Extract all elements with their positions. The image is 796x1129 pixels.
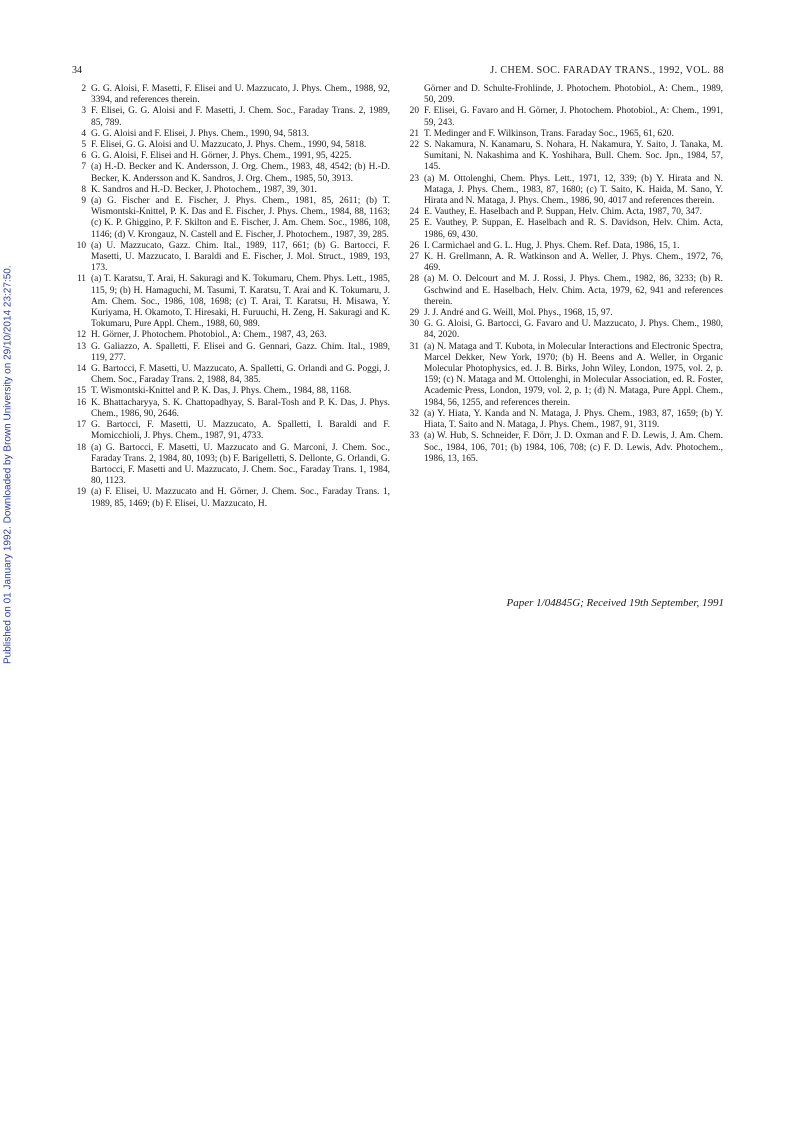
reference-number: 22 xyxy=(409,140,419,151)
reference-number xyxy=(405,84,419,106)
reference-number: 13 xyxy=(76,341,86,352)
reference-text: G. G. Aloisi, G. Bartocci, G. Favaro and U. Mazzucato, J. Phys. Chem., 1980, 84, 2020. xyxy=(424,319,723,341)
reference-text: (a) W. Hub, S. Schneider, F. Dörr, J. D. Oxman and F. D. Lewis, J. Am. Chem. Soc., 1984, 106, 701; (b) 1984, 106, 708; (c) F. D. Lewis, Adv. Photochem., 1986, 13, 165. xyxy=(424,431,723,464)
reference-entry xyxy=(405,252,723,274)
reference-text: H. Görner, J. Photochem. Photobiol., A: Chem., 1987, 43, 263. xyxy=(91,330,327,341)
reference-entry xyxy=(72,140,390,151)
reference-entry xyxy=(405,308,723,319)
reference-entry xyxy=(72,84,390,106)
reference-text: (a) H.-D. Becker and K. Andersson, J. Org. Chem., 1983, 48, 4542; (b) H.-D. Becker, K. Andersson and K. Sandros, J. Org. Chem., 1985, 50, 3913. xyxy=(91,162,390,184)
reference-entry xyxy=(405,431,723,465)
reference-number: 9 xyxy=(81,196,86,207)
reference-text: T. Wismontski-Knittel and P. K. Das, J. Phys. Chem., 1984, 88, 1168. xyxy=(91,386,352,397)
reference-text: G. Bartocci, F. Masetti, U. Mazzucato, A. Spalletti, G. Orlandi and G. Poggi, J. Chem. Soc., Faraday Trans. 2, 1988, 84, 385. xyxy=(91,364,390,386)
reference-text: (a) G. Fischer and E. Fischer, J. Phys. Chem., 1981, 85, 2611; (b) T. Wismontski-Knittel, P. K. Das and E. Fischer, J. Phys. Chem., 1984, 88, 1163; (c) K. P. Ghiggino, P. F. Skilton and E. Fischer, J. Am. Chem. Soc., 1986, 108, 1146; (d) V. Krongauz, N. Castell and E. Fischer, J. Photochem., 1987, 39, 285. xyxy=(91,196,390,240)
page-number: 34 xyxy=(72,65,82,76)
reference-number: 20 xyxy=(409,106,419,117)
reference-number: 32 xyxy=(409,408,419,419)
reference-text: F. Elisei, G. G. Aloisi and U. Mazzucato, J. Phys. Chem., 1990, 94, 5818. xyxy=(91,140,367,151)
reference-entry xyxy=(72,487,390,509)
reference-entry xyxy=(72,185,390,196)
reference-number: 8 xyxy=(81,184,86,195)
reference-entry xyxy=(72,196,390,241)
reference-number: 11 xyxy=(76,274,86,285)
reference-number: 4 xyxy=(81,128,86,139)
reference-entry xyxy=(72,386,390,397)
reference-number: 17 xyxy=(76,420,86,431)
reference-text: S. Nakamura, N. Kanamaru, S. Nohara, H. Nakamura, Y. Saito, J. Tanaka, M. Sumitani, N. Nakashima and K. Yoshihara, Bull. Chem. Soc. Jpn., 1984, 57, 145. xyxy=(424,140,723,173)
reference-text: G. G. Aloisi and F. Elisei, J. Phys. Chem., 1990, 94, 5813. xyxy=(91,128,310,139)
reference-number: 33 xyxy=(409,431,419,442)
reference-number: 25 xyxy=(409,218,419,229)
reference-entry xyxy=(405,218,723,240)
reference-entry xyxy=(72,342,390,364)
reference-text: (a) N. Mataga and T. Kubota, in Molecular Interactions and Electronic Spectra, Marcel Dekker, New York, 1970; (b) H. Beens and A. Weller, in Organic Molecular Photophysics, ed. J. B. Birks, John Wiley, London, 1975, vol. 2, p. 159; (c) N. Mataga and M. Ottolenghi, in Molecular Association, ed. R. Foster, Academic Press, London, 1979, vol. 2, p. 1; (d) N. Mataga, Pure Appl. Chem., 1984, 56, 1255, and references therein. xyxy=(424,341,723,408)
references-left-column xyxy=(72,84,390,510)
reference-entry xyxy=(405,319,723,341)
reference-entry xyxy=(72,420,390,442)
reference-number: 14 xyxy=(76,364,86,375)
reference-text: K. Bhattacharyya, S. K. Chattopadhyay, S. Baral-Tosh and P. K. Das, J. Phys. Chem., 1986, 90, 2646. xyxy=(91,397,390,419)
reference-number: 29 xyxy=(409,308,419,319)
reference-entry xyxy=(72,241,390,275)
reference-number: 10 xyxy=(76,240,86,251)
reference-text: J. J. André and G. Weill, Mol. Phys., 1968, 15, 97. xyxy=(424,308,613,319)
reference-entry xyxy=(405,241,723,252)
reference-text: (a) M. Ottolenghi, Chem. Phys. Lett., 1971, 12, 339; (b) Y. Hirata and N. Mataga, J. Phys. Chem., 1983, 87, 1680; (c) T. Saito, K. Haida, M. Sano, Y. Hirata and N. Mataga, J. Phys. Chem., 1986, 90, 4017 and references therein. xyxy=(424,173,723,207)
reference-entry xyxy=(72,443,390,488)
journal-running-header: J. CHEM. SOC. FARADAY TRANS., 1992, VOL. 88 xyxy=(490,65,724,76)
reference-number: 31 xyxy=(409,341,419,352)
reference-text: E. Vauthey, P. Suppan, E. Haselbach and R. S. Davidson, Helv. Chim. Acta, 1986, 69, 430. xyxy=(424,218,723,240)
reference-text: G. G. Aloisi, F. Elisei and H. Görner, J. Phys. Chem., 1991, 95, 4225. xyxy=(91,151,352,162)
reference-text: (a) M. O. Delcourt and M. J. Rossi, J. Phys. Chem., 1982, 86, 3233; (b) R. Gschwind and E. Haselbach, Helv. Chim. Acta, 1979, 62, 941 and references therein. xyxy=(424,274,723,307)
reference-entry xyxy=(405,342,723,409)
reference-number: 3 xyxy=(81,106,86,117)
reference-entry xyxy=(405,274,723,308)
reference-number: 21 xyxy=(409,128,419,139)
reference-number: 18 xyxy=(76,442,86,453)
reference-entry xyxy=(72,398,390,420)
reference-number: 5 xyxy=(81,140,86,151)
reference-text: G. Bartocci, F. Masetti, U. Mazzucato, A. Spalletti, I. Baraldi and F. Momicchioli, J. Phys. Chem., 1987, 91, 4733. xyxy=(91,420,390,442)
reference-number: 27 xyxy=(409,252,419,263)
reference-number: 23 xyxy=(409,173,419,184)
reference-entry xyxy=(405,207,723,218)
reference-number: 6 xyxy=(81,151,86,162)
reference-text: (a) G. Bartocci, F. Masetti, U. Mazzucato and G. Marconi, J. Chem. Soc., Faraday Trans. 2, 1984, 80, 1093; (b) F. Barigelletti, S. Dellonte, G. Orlandi, G. Bartocci, F. Masetti and U. Mazzucato, J. Chem. Soc., Faraday Trans. 1, 1984, 80, 1123. xyxy=(91,442,390,487)
reference-entry xyxy=(72,162,390,184)
reference-text: (a) F. Elisei, U. Mazzucato and H. Görner, J. Chem. Soc., Faraday Trans. 1, 1989, 85, 1469; (b) F. Elisei, U. Mazzucato, H. xyxy=(91,487,390,509)
reference-number: 19 xyxy=(76,487,86,498)
reference-text: I. Carmichael and G. L. Hug, J. Phys. Chem. Ref. Data, 1986, 15, 1. xyxy=(424,240,680,251)
reference-entry xyxy=(72,330,390,341)
reference-text: G. Galiazzo, A. Spalletti, F. Elisei and G. Gennari, Gazz. Chim. Ital., 1989, 119, 277. xyxy=(91,341,390,363)
reference-entry xyxy=(405,174,723,208)
reference-entry xyxy=(405,129,723,140)
reference-entry xyxy=(405,84,723,106)
reference-text: G. G. Aloisi, F. Masetti, F. Elisei and U. Mazzucato, J. Phys. Chem., 1988, 92, 3394, and references therein. xyxy=(91,84,390,106)
reference-number: 12 xyxy=(76,330,86,341)
reference-text: T. Medinger and F. Wilkinson, Trans. Faraday Soc., 1965, 61, 620. xyxy=(424,128,674,139)
reference-entry xyxy=(72,106,390,128)
reference-number: 30 xyxy=(409,319,419,330)
reference-number: 15 xyxy=(76,386,86,397)
reference-number: 7 xyxy=(81,162,86,173)
reference-entry xyxy=(72,129,390,140)
download-watermark: Published on 01 January 1992. Downloaded by Brown University on 29/10/2014 23:27:50. xyxy=(2,265,14,665)
reference-entry xyxy=(405,140,723,174)
reference-text: K. Sandros and H.-D. Becker, J. Photochem., 1987, 39, 301. xyxy=(91,184,317,195)
reference-number: 24 xyxy=(409,207,419,218)
reference-number: 16 xyxy=(76,397,86,408)
reference-entry xyxy=(72,364,390,386)
reference-text: (a) U. Mazzucato, Gazz. Chim. Ital., 1989, 117, 661; (b) G. Bartocci, F. Masetti, U. Mazzucato, I. Baraldi and E. Fischer, J. Mol. Struct., 1989, 193, 173. xyxy=(91,240,390,274)
reference-entry xyxy=(405,106,723,128)
reference-text: Görner and D. Schulte-Frohlinde, J. Photochem. Photobiol., A: Chem., 1989, 50, 209. xyxy=(424,84,723,106)
reference-text: F. Elisei, G. G. Aloisi and F. Masetti, J. Chem. Soc., Faraday Trans. 2, 1989, 85, 789. xyxy=(91,106,390,128)
reference-text: K. H. Grellmann, A. R. Watkinson and A. Weller, J. Phys. Chem., 1972, 76, 469. xyxy=(424,252,723,274)
reference-entry xyxy=(72,274,390,330)
paper-received-note: Paper 1/04845G; Received 19th September, 1991 xyxy=(506,597,724,609)
reference-text: (a) T. Karatsu, T. Arai, H. Sakuragi and K. Tokumaru, Chem. Phys. Lett., 1985, 115, 9; (b) H. Hamaguchi, M. Tasumi, T. Karatsu, T. Arai and K. Tokumaru, J. Am. Chem. Soc., 1986, 108, 1698; (c) T. Arai, T. Karatsu, H. Misawa, Y. Kuriyama, H. Okamoto, T. Hiresaki, H. Furuuchi, H. Zeng, H. Sakuragi and K. Tokumaru, Pure Appl. Chem., 1988, 60, 989. xyxy=(91,274,390,330)
reference-text: E. Vauthey, E. Haselbach and P. Suppan, Helv. Chim. Acta, 1987, 70, 347. xyxy=(424,207,702,218)
reference-number: 26 xyxy=(409,240,419,251)
reference-text: F. Elisei, G. Favaro and H. Görner, J. Photochem. Photobiol., A: Chem., 1991, 59, 243. xyxy=(424,106,723,128)
reference-entry xyxy=(405,409,723,431)
reference-number: 28 xyxy=(409,274,419,285)
reference-number: 2 xyxy=(81,84,86,94)
reference-text: (a) Y. Hiata, Y. Kanda and N. Mataga, J. Phys. Chem., 1983, 87, 1659; (b) Y. Hiata, T. Saito and N. Mataga, J. Phys. Chem., 1987, 91, 3119. xyxy=(424,408,723,431)
reference-entry xyxy=(72,151,390,162)
references-right-column xyxy=(405,84,723,465)
